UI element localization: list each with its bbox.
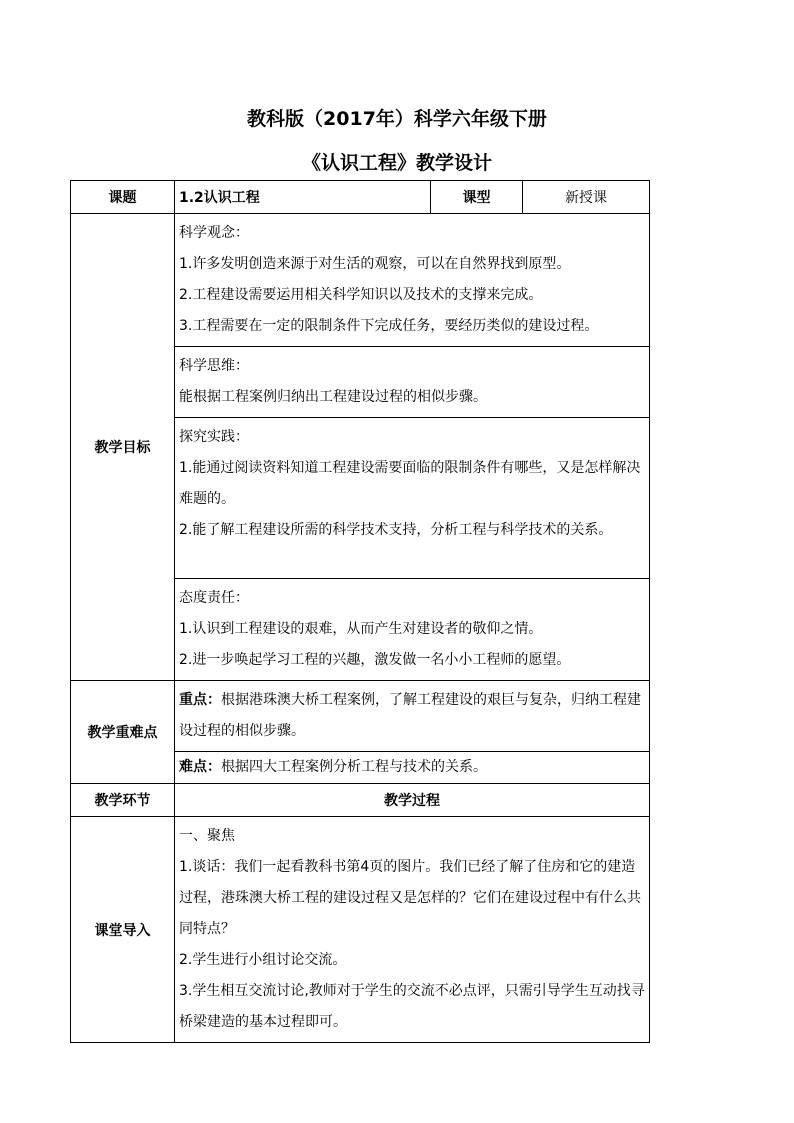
list-item: 1.谈话：我们一起看教科书第4页的图片。我们已经了解了住房和它的建造过程，港珠澳大桥工程的建设过程又是怎样的？它们在建设过程中有什么共同特点？	[179, 859, 641, 937]
list-item: 2.进一步唤起学习工程的兴趣，激发做一名小小工程师的愿望。	[179, 652, 571, 668]
keypoint-cell	[175, 681, 650, 752]
table-row	[71, 181, 650, 214]
type-value: 新授课	[523, 181, 650, 214]
table-row	[71, 784, 650, 817]
list-item: 3.工程需要在一定的限制条件下完成任务，要经历类似的建设过程。	[179, 318, 599, 334]
goals-attitude-cell	[175, 579, 650, 681]
difficulty-text: 根据四大工程案例分析工程与技术的关系。	[221, 759, 487, 775]
keypoint-label: 重点：	[179, 692, 221, 708]
topic-value: 1.2认识工程	[175, 181, 431, 214]
topic-label: 课题	[71, 181, 175, 214]
lesson-plan-table	[70, 180, 650, 1043]
table-row	[71, 681, 650, 752]
stage-header: 教学环节	[71, 784, 175, 817]
section-heading: 科学思维：	[179, 358, 249, 374]
section-heading: 一、聚焦	[179, 828, 235, 844]
table-row	[71, 817, 650, 1043]
goals-concept-cell	[175, 214, 650, 347]
intro-cell	[175, 817, 650, 1043]
list-item: 1.许多发明创造来源于对生活的观察，可以在自然界找到原型。	[179, 256, 571, 272]
document-title: 教科版（2017年）科学六年级下册	[247, 108, 547, 130]
section-heading: 科学观念：	[179, 225, 249, 241]
type-label: 课型	[431, 181, 523, 214]
difficulty-label: 难点：	[179, 759, 221, 775]
list-item: 1.能通过阅读资料知道工程建设需要面临的限制条件有哪些，又是怎样解决难题的。	[179, 460, 641, 507]
intro-label: 课堂导入	[71, 817, 175, 1043]
goals-practice-cell	[175, 418, 650, 579]
list-item: 2.能了解工程建设所需的科学技术支持，分析工程与科学技术的关系。	[179, 522, 613, 538]
list-item: 能根据工程案例归纳出工程建设过程的相似步骤。	[179, 389, 487, 405]
section-heading: 态度责任：	[179, 590, 249, 606]
process-header: 教学过程	[175, 784, 650, 817]
goals-thinking-cell	[175, 347, 650, 418]
list-item: 2.学生进行小组讨论交流。	[179, 952, 347, 968]
table-row	[71, 214, 650, 347]
difficulty-cell	[175, 752, 650, 784]
keypoints-label: 教学重难点	[71, 681, 175, 784]
document-subtitle: 《认识工程》教学设计	[301, 152, 492, 174]
list-item: 1.认识到工程建设的艰难，从而产生对建设者的敬仰之情。	[179, 621, 543, 637]
keypoint-text: 根据港珠澳大桥工程案例，了解工程建设的艰巨与复杂，归纳工程建设过程的相似步骤。	[179, 692, 641, 739]
list-item: 3.学生相互交流讨论,教师对于学生的交流不必点评，只需引导学生互动找寻桥梁建造的基本过程即可。	[179, 983, 645, 1030]
list-item: 2.工程建设需要运用相关科学知识以及技术的支撑来完成。	[179, 287, 543, 303]
section-heading: 探究实践：	[179, 429, 249, 445]
goals-label: 教学目标	[71, 214, 175, 681]
